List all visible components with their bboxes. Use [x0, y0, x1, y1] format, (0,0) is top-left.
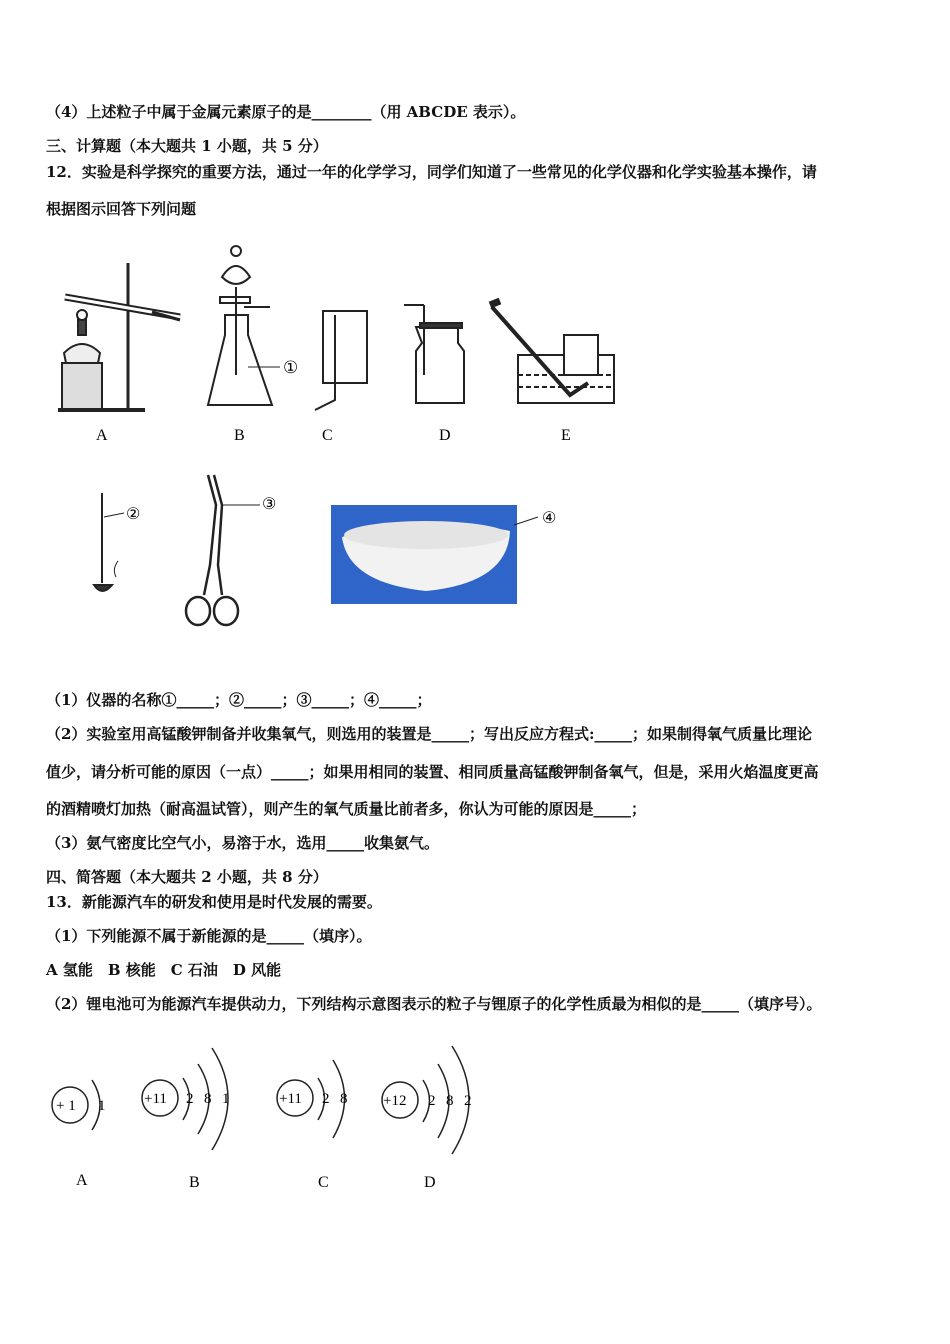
instrument-figure	[90, 465, 580, 640]
atom-d-shell-1: 2	[428, 1093, 436, 1109]
apparatus-label-c: C	[322, 427, 333, 444]
callout-4: ④	[542, 510, 557, 527]
atom-a-label: A	[76, 1172, 88, 1189]
atom-b-label: B	[189, 1174, 200, 1191]
atom-d-shell-2: 8	[446, 1093, 454, 1109]
apparatus-d	[404, 305, 464, 403]
combustion-spoon	[94, 493, 124, 591]
atom-c-nucleus: +11	[279, 1091, 302, 1107]
crucible-tongs	[186, 475, 260, 625]
callout-3: ③	[262, 496, 277, 513]
q13-part1: （1）下列能源不属于新能源的是_____（填序）。	[46, 927, 372, 945]
evaporating-dish-photo	[331, 505, 538, 604]
callout-1: ①	[283, 358, 299, 377]
q13-options: A 氢能 B 核能 C 石油 D 风能	[46, 961, 282, 979]
q12-part3: （3）氨气密度比空气小，易溶于水，选用_____收集氨气。	[46, 834, 439, 852]
atom-c-shell-2: 8	[340, 1091, 348, 1107]
apparatus-label-e: E	[561, 427, 571, 444]
atom-b-shell-1: 2	[186, 1091, 194, 1107]
q12-part2-line3: 的酒精喷灯加热（耐高温试管），则产生的氧气质量比前者多，你认为可能的原因是_____；	[46, 800, 647, 818]
q11-part4: （4）上述粒子中属于金属元素原子的是________（用 ABCDE 表示）。	[46, 103, 526, 121]
q12-part2-line2: 值少，请分析可能的原因（一点）_____；如果用相同的装置、相同质量高锰酸钾制备氧气，但是，采用火焰温度更高	[46, 763, 819, 781]
atom-b-shell-2: 8	[204, 1091, 212, 1107]
apparatus-e	[490, 301, 614, 403]
atom-a-shell-1: 1	[98, 1098, 106, 1114]
q13-intro: 13．新能源汽车的研发和使用是时代发展的需要。	[46, 893, 382, 911]
atom-d-shell-3: 2	[464, 1093, 472, 1109]
apparatus-label-a: A	[96, 427, 108, 444]
atom-d-nucleus: +12	[383, 1093, 407, 1109]
atom-b-shell-3: 1	[222, 1091, 230, 1107]
atom-structure-figure	[40, 1030, 500, 1200]
apparatus-label-b: B	[234, 427, 245, 444]
section-4-heading: 四、简答题（本大题共 2 小题，共 8 分）	[46, 868, 328, 886]
q13-part2: （2）锂电池可为能源汽车提供动力，下列结构示意图表示的粒子与锂原子的化学性质最为相似的是_____（填序号）。	[46, 995, 822, 1013]
apparatus-label-d: D	[439, 427, 451, 444]
apparatus-a	[58, 263, 180, 410]
callout-2: ②	[126, 506, 141, 523]
section-3-heading: 三、计算题（本大题共 1 小题，共 5 分）	[46, 137, 328, 155]
apparatus-c	[315, 311, 367, 410]
atom-b-nucleus: +11	[144, 1091, 167, 1107]
apparatus-b	[208, 246, 280, 405]
q12-intro-line1: 12．实验是科学探究的重要方法，通过一年的化学学习，同学们知道了一些常见的化学仪器和化学实验基本操作，请	[46, 163, 817, 181]
atom-c-label: C	[318, 1174, 329, 1191]
q12-intro-line2: 根据图示回答下列问题	[46, 200, 197, 218]
apparatus-figure	[40, 235, 640, 455]
atom-d-label: D	[424, 1174, 436, 1191]
q12-part1: （1）仪器的名称①_____；②_____；③_____；④_____；	[46, 691, 432, 709]
atom-c-shell-1: 2	[322, 1091, 330, 1107]
atom-a-nucleus: + 1	[56, 1098, 76, 1114]
q12-part2-line1: （2）实验室用高锰酸钾制备并收集氧气，则选用的装置是_____；写出反应方程式:_____；如果制得氧气质量比理论	[46, 725, 812, 743]
